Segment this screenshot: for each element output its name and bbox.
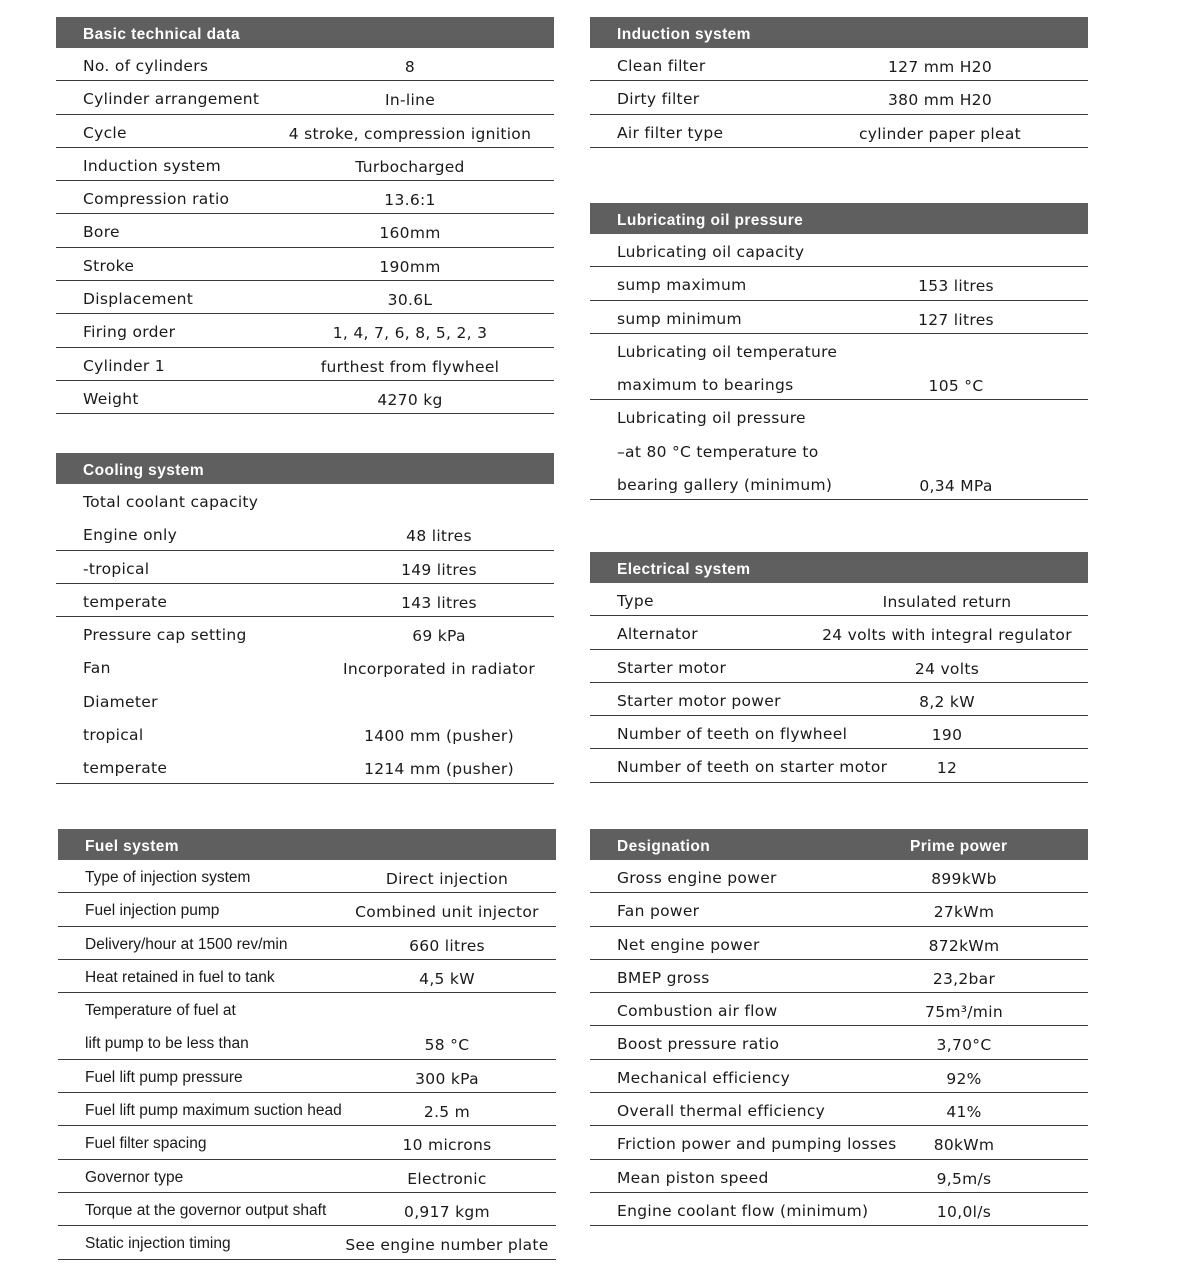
row-value: 48 litres (406, 527, 472, 546)
section-title: Electrical system (617, 561, 751, 578)
table-row (56, 281, 554, 314)
row-value: 3,70°C (936, 1036, 992, 1055)
table-row (590, 267, 1088, 300)
table-row (590, 1060, 1088, 1093)
table-row (58, 993, 556, 1026)
row-value: 41% (946, 1103, 982, 1122)
row-label: Fan power (617, 902, 700, 921)
table-row (58, 1193, 556, 1226)
basic-technical-data-header (56, 17, 554, 48)
row-value: 12 (936, 759, 958, 778)
lubricating-oil-header (590, 203, 1088, 234)
row-label: Weight (83, 389, 139, 408)
row-label: lift pump to be less than (85, 1035, 249, 1053)
row-label: Net engine power (617, 935, 760, 954)
row-label: Clean filter (617, 57, 706, 75)
row-value: 80kWm (933, 1136, 995, 1155)
row-value: 8 (404, 58, 416, 76)
row-label: Dirty filter (617, 90, 700, 109)
electrical-system-header (590, 552, 1088, 583)
row-value: In-line (384, 91, 436, 110)
row-label: sump maximum (617, 276, 747, 295)
row-label: Governor type (85, 1168, 184, 1186)
section-title: Lubricating oil pressure (617, 212, 804, 229)
table-row (590, 1026, 1088, 1059)
table-row (590, 1093, 1088, 1126)
table-row (590, 400, 1088, 433)
table-row (58, 1093, 556, 1126)
table-row (590, 1126, 1088, 1159)
table-row (590, 749, 1088, 782)
row-label: maximum to bearings (617, 376, 794, 395)
row-label: bearing gallery (minimum) (617, 476, 833, 495)
row-label: Static injection timing (85, 1235, 231, 1253)
table-row (590, 81, 1088, 114)
row-value: 10,0l/s (936, 1202, 992, 1221)
row-value: cylinder paper pleat (858, 124, 1022, 143)
table-row (58, 1126, 556, 1159)
row-value: 190mm (379, 257, 441, 276)
row-label: Engine coolant flow (minimum) (617, 1201, 869, 1220)
row-value: 899kWb (931, 870, 997, 888)
row-value: 58 °C (424, 1036, 470, 1055)
table-row (590, 860, 1088, 893)
row-label: Compression ratio (83, 190, 230, 209)
row-label: Stroke (83, 256, 135, 275)
row-label: Starter motor power (617, 691, 781, 710)
row-value: 143 litres (401, 593, 477, 612)
row-value: 300 kPa (415, 1069, 479, 1088)
table-row (56, 650, 554, 683)
row-label: temperate (83, 592, 168, 611)
designation-table (590, 829, 1088, 1226)
row-value: Direct injection (385, 870, 509, 888)
row-value: 4270 kg (377, 390, 443, 409)
table-row (590, 334, 1088, 367)
row-value: 23,2bar (932, 969, 996, 988)
row-label: Starter motor (617, 658, 727, 677)
table-row (58, 1160, 556, 1193)
table-row (58, 1026, 556, 1059)
row-value: 127 litres (918, 310, 994, 329)
table-row (590, 683, 1088, 716)
row-label: Number of teeth on starter motor (617, 758, 888, 777)
row-value: 105 °C (928, 377, 984, 396)
row-label: –at 80 °C temperature to (617, 442, 819, 461)
row-value: 1400 mm (pusher) (364, 727, 514, 746)
row-label: Friction power and pumping losses (617, 1135, 897, 1154)
table-row (590, 616, 1088, 649)
row-label: Bore (83, 223, 120, 242)
row-label: Diameter (83, 692, 158, 711)
row-value: 13.6:1 (384, 191, 436, 210)
row-value: 27kWm (933, 903, 995, 922)
table-row (56, 750, 554, 783)
row-label: Type of injection system (85, 869, 251, 886)
row-value: See engine number plate (345, 1236, 549, 1255)
table-row (590, 1193, 1088, 1226)
table-row (590, 234, 1088, 267)
row-value: 30.6L (387, 291, 433, 310)
section-title: Cooling system (83, 462, 205, 479)
table-row (590, 893, 1088, 926)
row-value: 660 litres (409, 936, 485, 955)
table-row (590, 583, 1088, 616)
row-label: Overall thermal efficiency (617, 1102, 826, 1121)
row-value: 10 microns (402, 1136, 492, 1155)
row-label: Number of teeth on flywheel (617, 725, 848, 744)
row-label: Lubricating oil temperature (617, 342, 838, 361)
row-label: Displacement (83, 290, 194, 309)
row-value: 4 stroke, compression ignition (288, 124, 532, 143)
row-value: 160mm (379, 224, 441, 243)
row-label: Fuel lift pump maximum suction head (85, 1102, 342, 1120)
table-row (58, 1060, 556, 1093)
row-value: 4,5 kW (419, 969, 475, 988)
row-value: 380 mm H20 (887, 91, 993, 110)
table-row (590, 467, 1088, 500)
row-label: temperate (83, 759, 168, 778)
table-row (56, 617, 554, 650)
row-value: 0,917 kgm (404, 1202, 490, 1221)
row-value: furthest from flywheel (320, 357, 500, 376)
row-value: 9,5m/s (936, 1169, 992, 1188)
row-value: Electronic (407, 1169, 487, 1188)
row-label: Pressure cap setting (83, 626, 247, 645)
row-value: 24 volts with integral regulator (822, 626, 1072, 645)
row-label: -tropical (83, 559, 150, 578)
section-title: Induction system (617, 26, 751, 43)
row-label: Alternator (617, 625, 698, 644)
table-row (58, 893, 556, 926)
table-row (56, 181, 554, 214)
table-row (590, 927, 1088, 960)
table-row (56, 81, 554, 114)
row-value: 127 mm H20 (887, 58, 993, 76)
table-row (590, 993, 1088, 1026)
table-row (56, 584, 554, 617)
row-label: Type (617, 592, 654, 610)
row-label: tropical (83, 726, 144, 745)
row-label: Mechanical efficiency (617, 1068, 791, 1087)
row-label: Cylinder 1 (83, 356, 165, 375)
row-label: Torque at the governor output shaft (85, 1201, 327, 1219)
table-row (56, 717, 554, 750)
row-value: 75m³/min (925, 1003, 1003, 1022)
row-value: 69 kPa (412, 627, 466, 646)
row-value: Insulated return (882, 593, 1012, 611)
basic-technical-data-table (56, 17, 554, 414)
row-value: 2.5 m (423, 1103, 471, 1122)
row-value: 8,2 kW (919, 692, 975, 711)
table-row (590, 301, 1088, 334)
section-title: Fuel system (85, 838, 179, 855)
row-label: Induction system (83, 156, 222, 175)
table-row (56, 48, 554, 81)
table-row (58, 960, 556, 993)
row-value: 872kWm (928, 936, 1000, 955)
row-label: Gross engine power (617, 869, 777, 887)
table-row (56, 148, 554, 181)
table-row (590, 367, 1088, 400)
row-value: Turbocharged (355, 157, 465, 176)
table-row (56, 381, 554, 414)
row-label: Boost pressure ratio (617, 1035, 780, 1054)
table-row (56, 314, 554, 347)
row-label: Heat retained in fuel to tank (85, 968, 275, 986)
table-row (56, 248, 554, 281)
row-value: 149 litres (401, 560, 477, 579)
lubricating-oil-table (590, 203, 1088, 500)
table-row (58, 927, 556, 960)
table-row (590, 716, 1088, 749)
row-label: Combustion air flow (617, 1002, 778, 1021)
designation-header (590, 829, 1088, 860)
table-row (590, 115, 1088, 148)
cooling-system-table (56, 453, 554, 784)
table-row (58, 1226, 556, 1259)
row-label: Mean piston speed (617, 1168, 769, 1187)
fuel-system-header (58, 829, 556, 860)
table-row (590, 434, 1088, 467)
table-row (56, 517, 554, 550)
section-title: Basic technical data (83, 26, 241, 43)
table-row (590, 650, 1088, 683)
induction-system-header (590, 17, 1088, 48)
row-value: 153 litres (918, 277, 994, 296)
row-label: BMEP gross (617, 968, 710, 987)
table-row (56, 214, 554, 247)
row-label: Lubricating oil pressure (617, 409, 806, 428)
table-row (58, 860, 556, 893)
row-label: Lubricating oil capacity (617, 243, 805, 261)
row-value: Combined unit injector (355, 903, 539, 922)
table-row (590, 1160, 1088, 1193)
row-label: Fuel injection pump (85, 902, 220, 920)
row-label: Fuel lift pump pressure (85, 1068, 243, 1086)
row-label: Total coolant capacity (83, 493, 259, 511)
electrical-system-table (590, 552, 1088, 783)
row-label: sump minimum (617, 309, 742, 328)
row-label: Delivery/hour at 1500 rev/min (85, 935, 288, 953)
row-value: 1214 mm (pusher) (364, 760, 514, 779)
table-row (56, 551, 554, 584)
row-label: Air filter type (617, 123, 724, 142)
table-row (56, 115, 554, 148)
cooling-system-header (56, 453, 554, 484)
prime-power-column-header: Prime power (910, 838, 1008, 855)
row-label: Fuel filter spacing (85, 1135, 207, 1153)
fuel-system-table (58, 829, 556, 1260)
row-value: 92% (946, 1069, 982, 1088)
row-value: 0,34 MPa (919, 477, 993, 496)
row-label: Firing order (83, 323, 176, 342)
table-row (590, 960, 1088, 993)
row-value: Incorporated in radiator (342, 660, 536, 679)
row-label: Cycle (83, 123, 127, 142)
table-row (56, 348, 554, 381)
row-value: 24 volts (914, 659, 980, 678)
row-label: Temperature of fuel at (85, 1002, 236, 1020)
row-value: 190 (931, 726, 963, 745)
table-row (590, 48, 1088, 81)
induction-system-table (590, 17, 1088, 148)
section-title: Designation (617, 838, 711, 855)
row-label: No. of cylinders (83, 57, 209, 75)
table-row (56, 684, 554, 717)
row-label: Cylinder arrangement (83, 90, 260, 109)
row-value: 1, 4, 7, 6, 8, 5, 2, 3 (332, 324, 488, 343)
row-label: Fan (83, 659, 111, 678)
row-label: Engine only (83, 526, 178, 545)
table-row (56, 484, 554, 517)
